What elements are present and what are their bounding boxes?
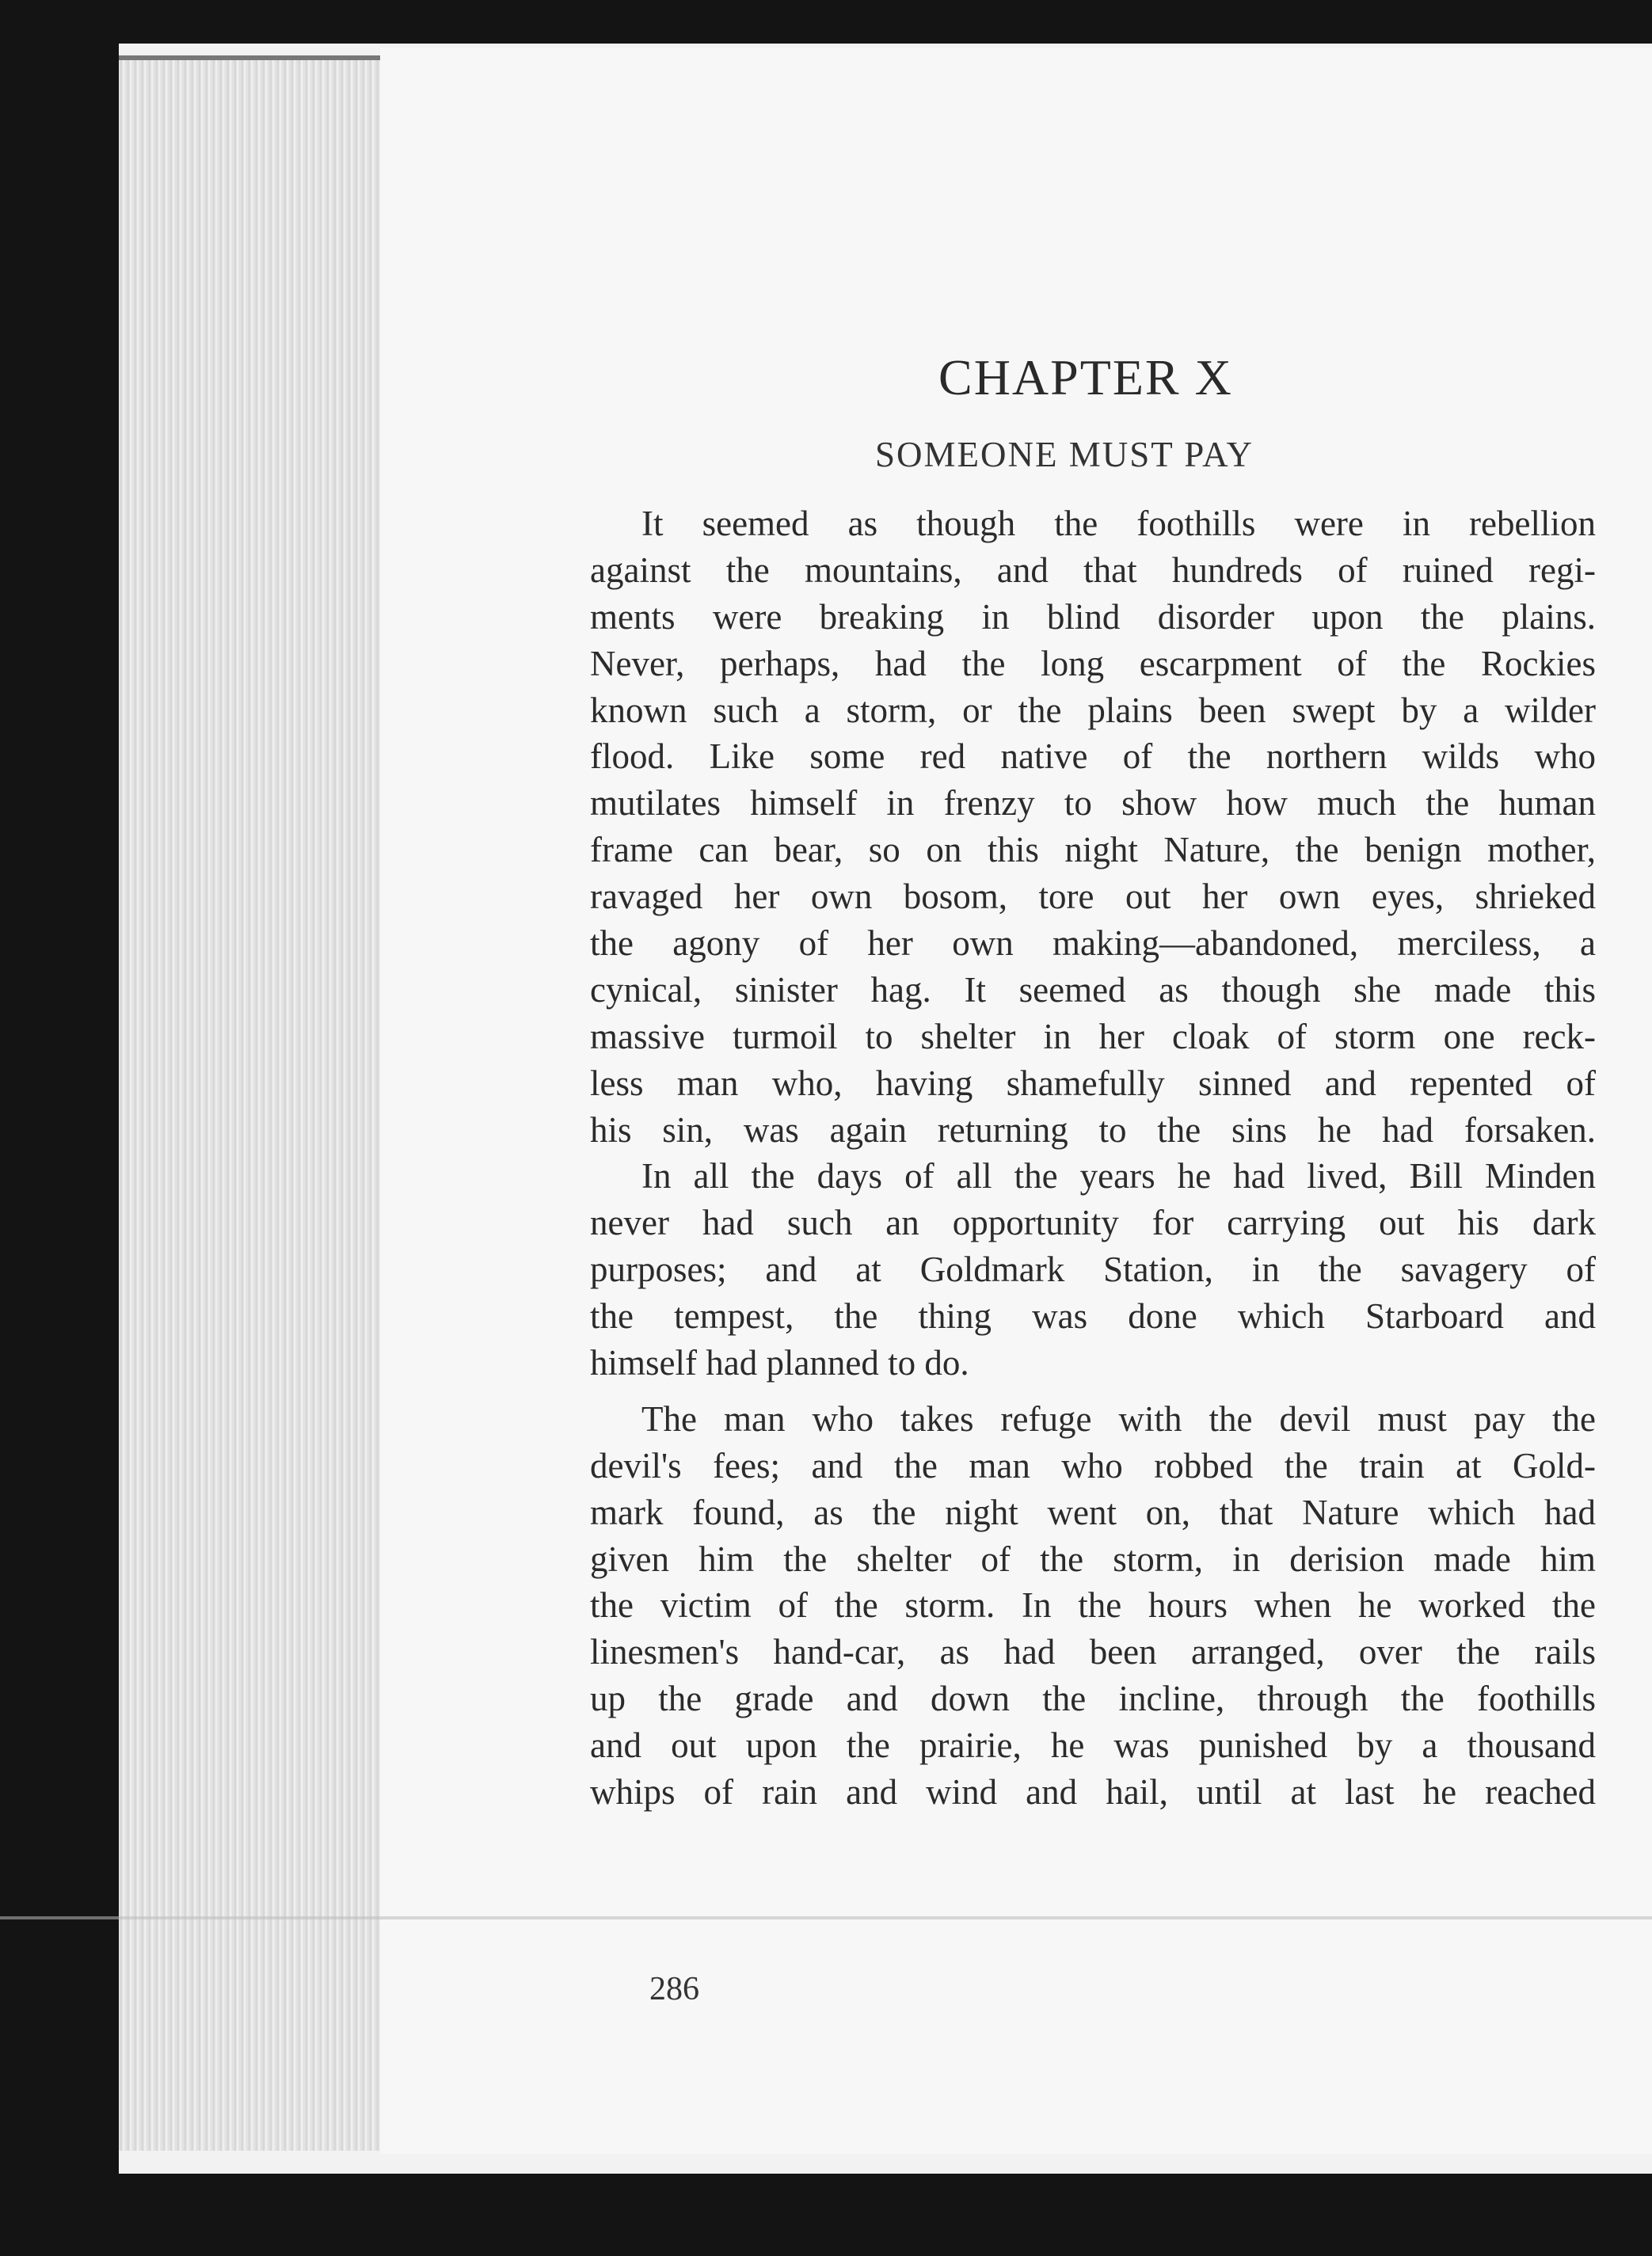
text-line: whips of rain and wind and hail, until at last he reached — [590, 1772, 1596, 1813]
scan-artifact — [0, 1916, 1652, 1919]
text-line: against the mountains, and that hundreds of ruined regi- — [590, 550, 1596, 590]
chapter-body — [590, 500, 1596, 1816]
chapter-title: SOMEONE MUST PAY — [875, 435, 1254, 474]
text-line: his sin, was again returning to the sins he had forsaken. — [590, 1109, 1596, 1150]
text-line: cynical, sinister hag. It seemed as though she made this — [590, 969, 1596, 1010]
text-line: In all the days of all the years he had lived, Bill Minden — [641, 1156, 1596, 1196]
text-line: devil's fees; and the man who robbed the train at Gold- — [590, 1445, 1596, 1486]
page-edges — [119, 55, 388, 2151]
text-line: frame can bear, so on this night Nature, the benign mother, — [590, 830, 1596, 870]
chapter-number: CHAPTER X — [938, 349, 1233, 405]
text-line: the agony of her own making—abandoned, merciless, a — [590, 923, 1596, 964]
paragraph-gap — [590, 1387, 1596, 1396]
text-line: given him the shelter of the storm, in derision made him — [590, 1539, 1596, 1579]
text-line: The man who takes refuge with the devil must pay the — [641, 1398, 1596, 1439]
text-line: ments were breaking in blind disorder upon the plains. — [590, 596, 1596, 637]
text-line: massive turmoil to shelter in her cloak of storm one reck- — [590, 1016, 1596, 1056]
text-line: himself had planned to do. — [590, 1343, 969, 1383]
text-line: mark found, as the night went on, that Nature which had — [590, 1492, 1596, 1532]
text-line: the victim of the storm. In the hours when he worked the — [590, 1585, 1596, 1626]
text-line: purposes; and at Goldmark Station, in the savagery of — [590, 1250, 1596, 1290]
text-line: linesmen's hand-car, as had been arranged, over the rails — [590, 1632, 1596, 1672]
text-line: up the grade and down the incline, through the foothills — [590, 1679, 1596, 1719]
text-line: Never, perhaps, had the long escarpment of the Rockies — [590, 643, 1596, 683]
text-line: ravaged her own bosom, tore out her own eyes, shrieked — [590, 877, 1596, 917]
text-line: the tempest, the thing was done which Starboard and — [590, 1296, 1596, 1337]
text-line: less man who, having shamefully sinned and repented of — [590, 1063, 1596, 1103]
text-line: never had such an opportunity for carrying out his dark — [590, 1203, 1596, 1243]
text-line: flood. Like some red native of the northern wilds who — [590, 736, 1596, 777]
text-line: and out upon the prairie, he was punished by a thousand — [590, 1725, 1596, 1766]
text-line: known such a storm, or the plains been swept by a wilder — [590, 690, 1596, 730]
text-line: mutilates himself in frenzy to show how much the human — [590, 783, 1596, 824]
text-line: It seemed as though the foothills were in rebellion — [641, 504, 1596, 543]
page-number: 286 — [649, 1971, 699, 2007]
